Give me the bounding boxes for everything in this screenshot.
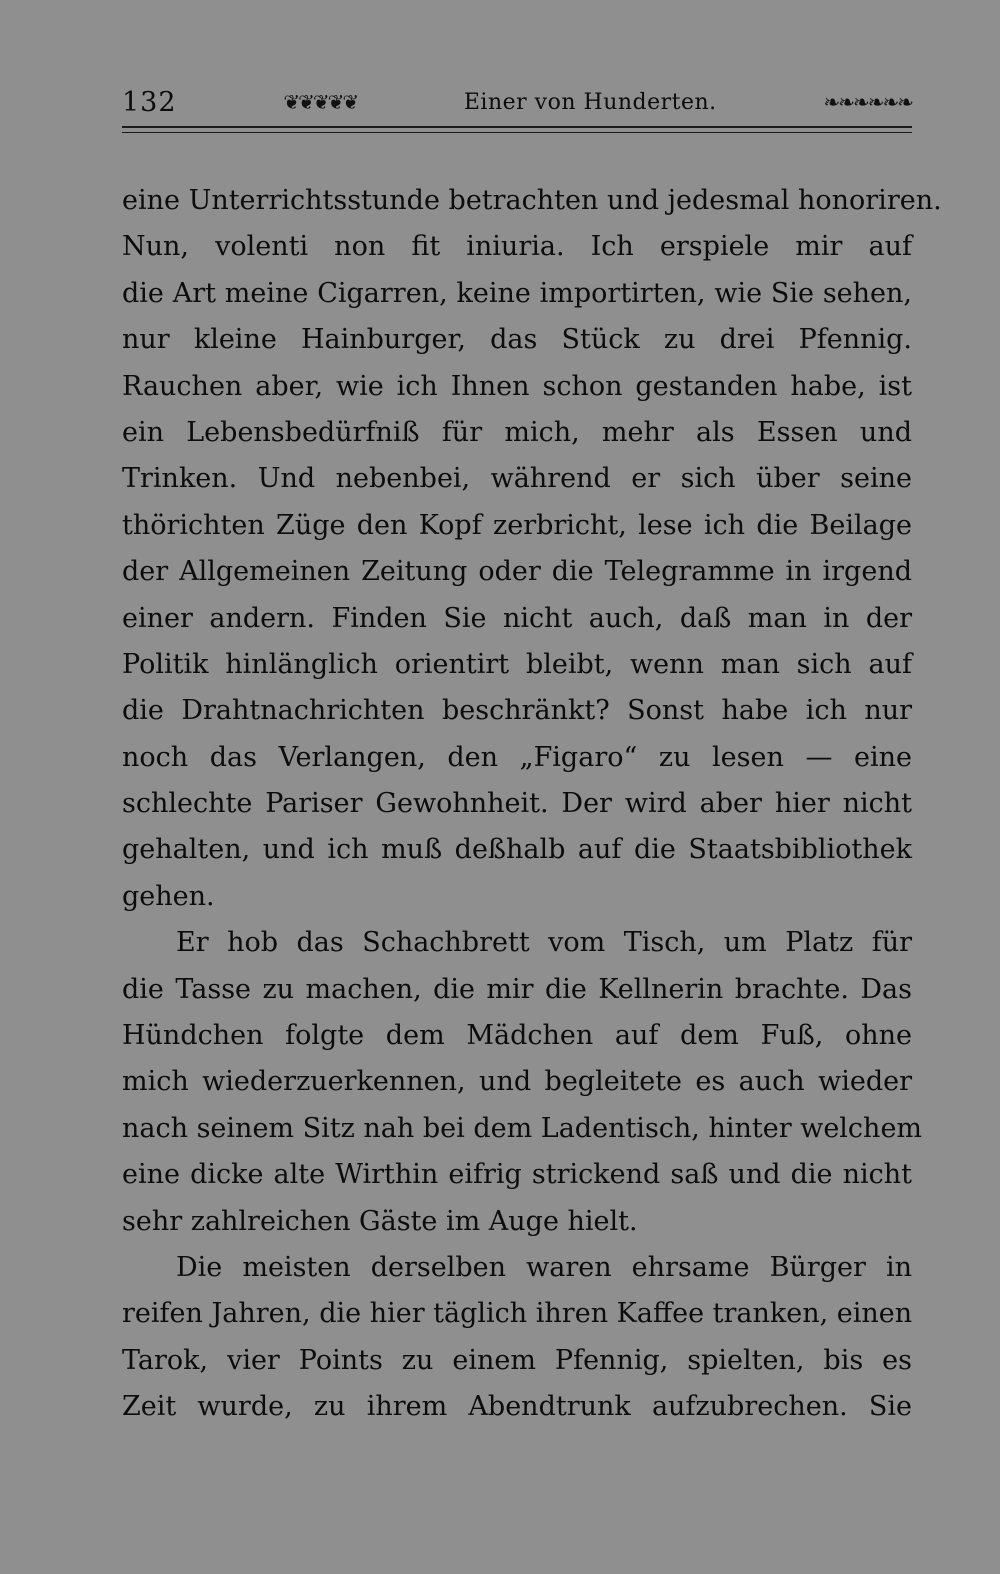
text-line: Rauchen aber, wie ich Ihnen schon gestanden habe, ist [122,370,912,402]
page-number: 132 [122,86,177,118]
text-line: die Art meine Cigarren, keine importirten, wie Sie sehen, [122,277,912,309]
text-line: mich wiederzuerkennen, und begleitete es auch wieder [122,1066,912,1098]
running-head [122,82,912,122]
running-title: Einer von Hunderten. [463,89,717,115]
text-line: Zeit wurde, zu ihrem Abendtrunk aufzubrechen. Sie [122,1391,912,1423]
book-page [122,82,942,1423]
text-line: reifen Jahren, die hier täglich ihren Kaffee tranken, einen [122,1298,913,1330]
text-line: Hündchen folgte dem Mädchen auf dem Fuß, ohne [122,1020,912,1052]
text-line: nach seinem Sitz nah bei dem Ladentisch, hinter welchem [122,1112,923,1144]
text-line: die Drahtnachrichten beschränkt? Sonst habe ich nur [122,695,912,727]
text-line: sehr zahlreichen Gäste im Auge hielt. [122,1205,638,1237]
text-line: thörichten Züge den Kopf zerbricht, lese ich die Beilage [122,509,912,541]
ornament-right-icon: ❧❧❧❧❧❧ [823,90,912,114]
text-line: nur kleine Hainburger, das Stück zu drei Pfennig. [122,324,912,356]
text-line: Nun, volenti non fit iniuria. Ich erspiele mir auf [122,231,912,263]
text-line: Er hob das Schachbrett vom Tisch, um Platz für [176,927,912,959]
text-line: Politik hinlänglich orientirt bleibt, wenn man sich auf [122,648,912,680]
body-text [122,178,942,1431]
header-rule [122,126,912,128]
text-line: eine Unterrichtsstunde betrachten und jedesmal honoriren. [122,185,942,216]
ornament-left-icon: ❦❦❦❦❦ [283,90,358,114]
text-line: ein Lebensbedürfniß für mich, mehr als Essen und [122,416,912,448]
text-line: noch das Verlangen, den „Figaro“ zu lesen — eine [122,741,912,773]
text-line: der Allgemeinen Zeitung oder die Telegramme in irgend [122,556,912,588]
text-line: die Tasse zu machen, die mir die Kellnerin brachte. Das [122,973,912,1005]
header-rule-thin [122,132,912,133]
text-line: schlechte Pariser Gewohnheit. Der wird aber hier nicht [122,788,912,820]
text-line: gehalten, und ich muß deßhalb auf die Staatsbibliothek [122,834,912,866]
text-line: Tarok, vier Points zu einem Pfennig, spielten, bis es [122,1344,912,1376]
text-line: gehen. [122,880,215,912]
text-line: Die meisten derselben waren ehrsame Bürger in [176,1251,912,1283]
text-line: eine dicke alte Wirthin eifrig strickend saß und die nicht [122,1159,912,1191]
text-line: einer andern. Finden Sie nicht auch, daß man in der [122,602,912,634]
text-line: Trinken. Und nebenbei, während er sich über seine [122,463,912,495]
